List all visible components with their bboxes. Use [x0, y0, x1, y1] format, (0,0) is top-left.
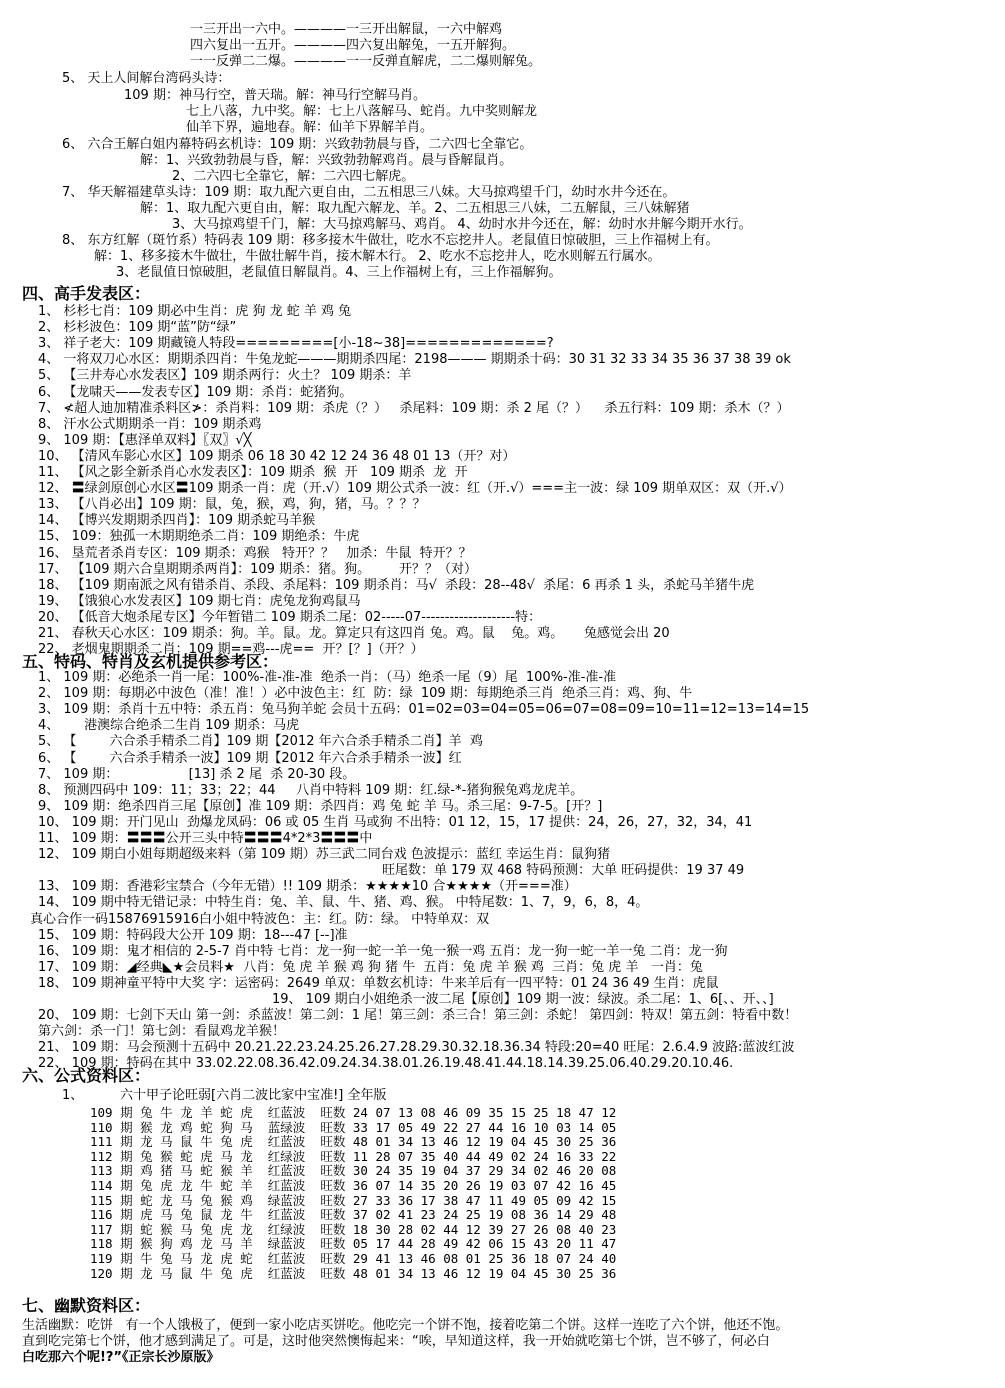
section-title: 七、幽默资料区： [22, 1296, 151, 1315]
list-item: 3、 祥子老大：109 期藏镜人特段=========[小-18~38]=============? [38, 336, 554, 352]
table-title: 六十甲子论旺弱[六肖二波比家中宝准!] 全年版 [120, 1088, 387, 1103]
table-row: 116 期 虎 马 兔 鼠 龙 牛 红蓝波 旺数 37 02 41 23 24 25 19 08 36 14 29 48 [90, 1207, 617, 1223]
list-item: 14、 【博兴发期期杀四肖】：109 期杀蛇马羊猴 [38, 513, 316, 529]
list-item: 13、 109 期：香港彩宝禁合（今年无错）!! 109 期杀：★★★★10 合★★★★（开===准） [38, 879, 577, 895]
item-line: 5、 天上人间解台湾码头诗： [62, 71, 231, 86]
table-row: 110 期 猴 龙 鸡 蛇 狗 马 蓝绿波 旺数 33 17 05 49 22 27 44 16 10 03 14 05 [90, 1119, 617, 1135]
list-item: 20、 【低音大炮杀尾专区】今年暂错二 109 期杀二尾：02-----07--------------------特： [38, 609, 542, 625]
table-row: 117 期 蛇 猴 马 兔 虎 龙 红绿波 旺数 18 30 28 02 44 12 39 27 26 08 40 23 [90, 1221, 617, 1237]
humor-line: 直到吃完第七个饼，他才感到满足了。可是，这时他突然懊悔起来：“唉，早知道这样，我一开始就吃第七个饼，岂不够了，何必白 [22, 1334, 770, 1349]
list-item: 22、 老烟鬼期期杀二肖：109 期==鸡---虎== 开？[？]（开？） [38, 642, 424, 658]
list-item: 12、 109 期白小姐每期超级来料（第 109 期）苏三武二同台戏 色波提示：蓝红 幸运生肖：鼠狗猪 [38, 847, 610, 863]
item-line: 七上八落，九中奖。解：七上八落解马、蛇肖。九中奖则解龙 [186, 104, 538, 119]
item-line: 8、 东方红解（斑竹系）特码表 109 期：移多接木牛做壮，吃水不忘挖井人。老鼠值日惊破胆，三上作福树上有。 [62, 233, 719, 248]
item-line: 7、 华天解福建草头诗：109 期：取九配六更自由，二五相思三八妹。大马掠鸡望千门，幼时水井今还在。 [62, 185, 676, 200]
list-item: 4、 港澳综合绝杀二生肖 109 期杀：马虎 [38, 718, 300, 734]
list-item: 15、 109 期：特码段大公开 109 期：18---47 [--]准 [38, 927, 348, 943]
table-row: 118 期 猴 狗 鸡 龙 马 羊 绿蓝波 旺数 05 17 44 28 49 42 06 15 43 20 11 47 [90, 1236, 617, 1252]
list-item: 11、 【风之影全新杀肖心水发表区】：109 期杀 猴 开 109 期杀 龙 开 [38, 465, 468, 480]
verse-line: 一三开出一六中。————一三开出解鼠，一六中解鸡 [190, 22, 503, 37]
section-title: 六、公式资料区： [22, 1066, 151, 1085]
table-row: 119 期 牛 兔 马 龙 虎 蛇 红蓝波 旺数 29 41 13 46 08 01 25 36 18 07 24 40 [90, 1251, 617, 1266]
verse-line: 一一反弹二二爆。————一一反弹直解虎，二二爆则解兔。 [190, 54, 542, 69]
list-item: 真心合作一码15876915916白小姐中特波色：主：红。防：绿。 中特单双：双 [30, 911, 490, 927]
table-row: 113 期 鸡 猪 马 蛇 猴 羊 红蓝波 旺数 30 24 35 19 04 37 29 34 02 46 20 08 [90, 1163, 617, 1179]
list-item: 17、 109 期：◢经典◣★会员料★ 八肖：兔 虎 羊 猴 鸡 狗 猪 牛 五肖：兔 虎 羊 猴 鸡 三肖：兔 虎 羊 一肖：兔 [38, 959, 703, 975]
list-item: 14、 109 期中特无错记录：中特生肖：兔、羊、鼠、牛、猪、鸡、猴。 中特尾数：1、7，9，6，8，4。 [38, 895, 649, 911]
section-title: 五、特码、特肖及玄机提供参考区： [22, 652, 279, 671]
list-item: 12、 〓绿剑原创心水区〓109 期杀一肖：虎（开.√）109 期公式杀一波：红（开.√）===主一波：绿 109 期单双区：双（开.√） [38, 481, 792, 497]
list-item: 10、 【清风车影心水区】109 期杀 06 18 30 42 12 24 36 48 01 13（开？对） [38, 448, 516, 464]
humor-line: 生活幽默：吃饼 有一个人饿极了，便到一家小吃店买饼吃。他吃完一个饼不饱，接着吃第二个饼。这样一连吃了六个饼，他还不饱。 [22, 1318, 789, 1333]
item-line: 3、大马掠鸡望千门，解：大马掠鸡解马、鸡肖。 4、幼时水井今还在，解：幼时水井解今期开水行。 [172, 217, 752, 232]
list-item: 6、 【 六合杀手精杀一波】109 期【2012 年六合杀手精杀一波】红 [38, 750, 462, 766]
list-item: 22、 109 期：特码在其中 33.02.22.08.36.42.09.24.34.38.01.26.19.48.41.44.18.14.39.25.06.40.29.20.10.46. [38, 1056, 734, 1072]
list-item: 2、 杉杉波色：109 期“蓝”防“绿” [38, 320, 237, 336]
list-item: 5、 【三井寿心水发表区】109 期杀两行：火土？ 109 期杀：羊 [38, 368, 412, 384]
list-item: 1、 杉杉七肖：109 期必中生肖：虎 狗 龙 蛇 羊 鸡 兔 [38, 304, 352, 319]
humor-line: 白吃那六个呢!?”《正宗长沙原版》 [22, 1350, 220, 1365]
list-item: 4、 一将双刀心水区：期期杀四肖：牛兔龙蛇———期期杀四尾：2198——— 期期杀十码：30 31 32 33 34 35 36 37 38 39 ok [38, 352, 791, 368]
list-item: 1、 109 期：必绝杀一肖一尾：100%-准-准-准 绝杀一肖：（马）绝杀一尾（9）尾 100%-准-准-准 [38, 670, 617, 685]
list-item: 11、 109 期：〓〓〓公开三头中特〓〓〓4*2*3〓〓〓中 [38, 831, 373, 846]
table-row: 115 期 蛇 龙 马 兔 猴 鸡 绿蓝波 旺数 27 33 36 17 38 47 11 49 05 09 42 15 [90, 1192, 617, 1208]
list-item: 18、 109 期神童平特中大奖 字：运密码：2649 单双：单数玄机诗：牛来羊后有一四平特：01 24 36 49 生肖：虎鼠 [38, 975, 719, 991]
table-row: 112 期 兔 猴 蛇 虎 马 龙 红绿波 旺数 11 28 07 35 40 44 49 02 24 16 33 22 [90, 1148, 617, 1164]
list-item: 8、 预测四码中 109：11；33；22；44 八肖中特料 109 期：红.绿-*-猪狗猴兔鸡龙虎羊。 [38, 782, 584, 798]
verse-line: 四六复出一五开。————四六复出解兔，一五开解狗。 [190, 38, 516, 53]
list-item: 21、 春秋天心水区：109 期杀：狗。羊。鼠。龙。算定只有这四肖 兔。鸡。鼠 兔。鸡。 兔感觉会出 20 [38, 626, 670, 641]
list-item: 10、 109 期：开门见山 劲爆龙凤码：06 或 05 生肖 马或狗 不出特：01 12，15，17 提供：24，26，27，32，34，41 [38, 814, 753, 830]
list-item: 21、 109 期：马会预测十五码中 20.21.22.23.24.25.26.27.28.29.30.32.18.36.34 特段:20=40 旺尾：2.6.4.9 波路:蓝波红波 [38, 1040, 795, 1056]
list-item: 旺尾数：单 179 双 468 特码预测：大单 旺码提供：19 37 49 [382, 863, 745, 879]
list-item: 17、 【109 期六合皇期期杀两肖】：109 期杀：猪。狗。 开？？（对） [38, 561, 477, 577]
list-item: 8、 汗水公式期期杀一肖：109 期杀鸡 [38, 416, 262, 432]
table-row: 109 期 兔 牛 龙 羊 蛇 虎 红蓝波 旺数 24 07 13 08 46 09 35 15 25 18 47 12 [90, 1105, 617, 1120]
item-line: 仙羊下界，遍地春。解：仙羊下界解羊肖。 [186, 120, 434, 135]
table-row: 111 期 龙 马 鼠 牛 兔 虎 红蓝波 旺数 48 01 34 13 46 12 19 04 45 30 25 36 [90, 1134, 617, 1150]
section-title: 四、高手发表区： [22, 284, 151, 303]
item-line: 2、二六四七全靠它，解：二六四七解虎。 [172, 169, 415, 184]
list-item: 6、 【龙啸天——发表专区】109 期：杀肖：蛇猪狗。 [38, 384, 353, 400]
list-item: 第六剑：杀一门！第七剑：看鼠鸡龙羊猴！ [38, 1024, 286, 1040]
list-item: 7、 ≮超人迪加精准杀料区≯：杀肖料：109 期：杀虎（？） 杀尾料：109 期：杀 2 尾（？） 杀五行料：109 期：杀木（？） [38, 400, 790, 416]
item-line: 3、老鼠值日惊破胆，老鼠值日解鼠肖。4、三上作福树上有，三上作福解狗。 [116, 265, 562, 280]
list-item: 7、 109 期： [13] 杀 2 尾 杀 20-30 段。 [38, 766, 356, 782]
item-line: 解：1、兴致勃勃晨与昏，解：兴致勃勃解鸡肖。晨与昏解鼠肖。 [140, 153, 513, 168]
item-line: 解：1、取九配六更自由，解：取九配六解龙、羊。2、二五相思三八妹，二五解鼠，三八妹解猪 [140, 201, 690, 216]
list-item: 3、 109 期：杀肖十五中特：杀五肖：兔马狗羊蛇 会员十五码：01=02=03=04=05=06=07=08=09=10=11=12=13=14=15 [38, 702, 810, 718]
item-line: 109 期：神马行空，普天瑞。解：神马行空解马肖。 [124, 88, 426, 103]
list-item: 16、 垦荒者杀肖专区：109 期杀：鸡猴 特开？？ 加杀：牛鼠 特开？？ [38, 545, 472, 561]
table-row: 120 期 龙 马 鼠 牛 兔 虎 红蓝波 旺数 48 01 34 13 46 12 19 04 45 30 25 36 [90, 1265, 617, 1281]
item-line: 6、 六合王解白姐内幕特码玄机诗：109 期：兴致勃勃晨与昏，二六四七全靠它。 [62, 137, 533, 152]
table-row: 114 期 兔 虎 龙 牛 蛇 羊 红蓝波 旺数 36 07 14 35 20 26 19 03 07 42 16 45 [90, 1178, 617, 1193]
list-item: 15、 109：独孤一木期期绝杀二肖：109 期绝杀：牛虎 [38, 529, 360, 545]
list-item: 16、 109 期：鬼才相信的 2-5-7 肖中特 七肖：龙一狗一蛇一羊一兔一猴一鸡 五肖：龙一狗一蛇一羊一兔 二肖：龙一狗 [38, 943, 728, 959]
list-item: 19、 【饿狼心水发表区】109 期七肖：虎兔龙狗鸡鼠马 [38, 593, 361, 609]
list-item: 13、 【八肖必出】109 期：鼠，兔，猴，鸡，狗，猪，马。？？？ [38, 497, 426, 513]
item-number: 1、 [62, 1088, 84, 1103]
list-item: 19、 109 期白小姐绝杀一波二尾【原创】109 期一波：绿波。杀二尾：1、6[、、开、、] [272, 992, 774, 1007]
list-item: 9、 109 期：绝杀四肖三尾【原创】准 109 期：杀四肖：鸡 兔 蛇 羊 马。杀三尾：9-7-5。[开？] [38, 798, 603, 814]
list-item: 20、 109 期：七剑下天山 第一剑：杀蓝波！第二剑：1 尾！第三剑：杀三合！第三剑：杀蛇！ 第四剑：特双！第五剑：特看中数！ [38, 1008, 798, 1024]
list-item: 18、 【109 期南派之风有错杀肖、杀段、杀尾料：109 期杀肖：马√ 杀段：28--48√ 杀尾：6 再杀 1 头，杀蛇马羊猪牛虎 [38, 577, 755, 593]
list-item: 9、 109 期：【惠泽单双料】〖双〗√╳ [38, 432, 252, 448]
list-item: 5、 【 六合杀手精杀二肖】109 期【2012 年六合杀手精杀二肖】羊 鸡 [38, 734, 483, 750]
list-item: 2、 109 期：每期必中波色（准！准！）必中波色主：红 防：绿 109 期：每期绝杀三肖 绝杀三肖：鸡、狗、牛 [38, 686, 693, 702]
item-line: 解：1、移多接木牛做壮，牛做壮解牛肖，接木解木行。 2、吃水不忘挖井人，吃水则解五行属水。 [94, 249, 661, 264]
